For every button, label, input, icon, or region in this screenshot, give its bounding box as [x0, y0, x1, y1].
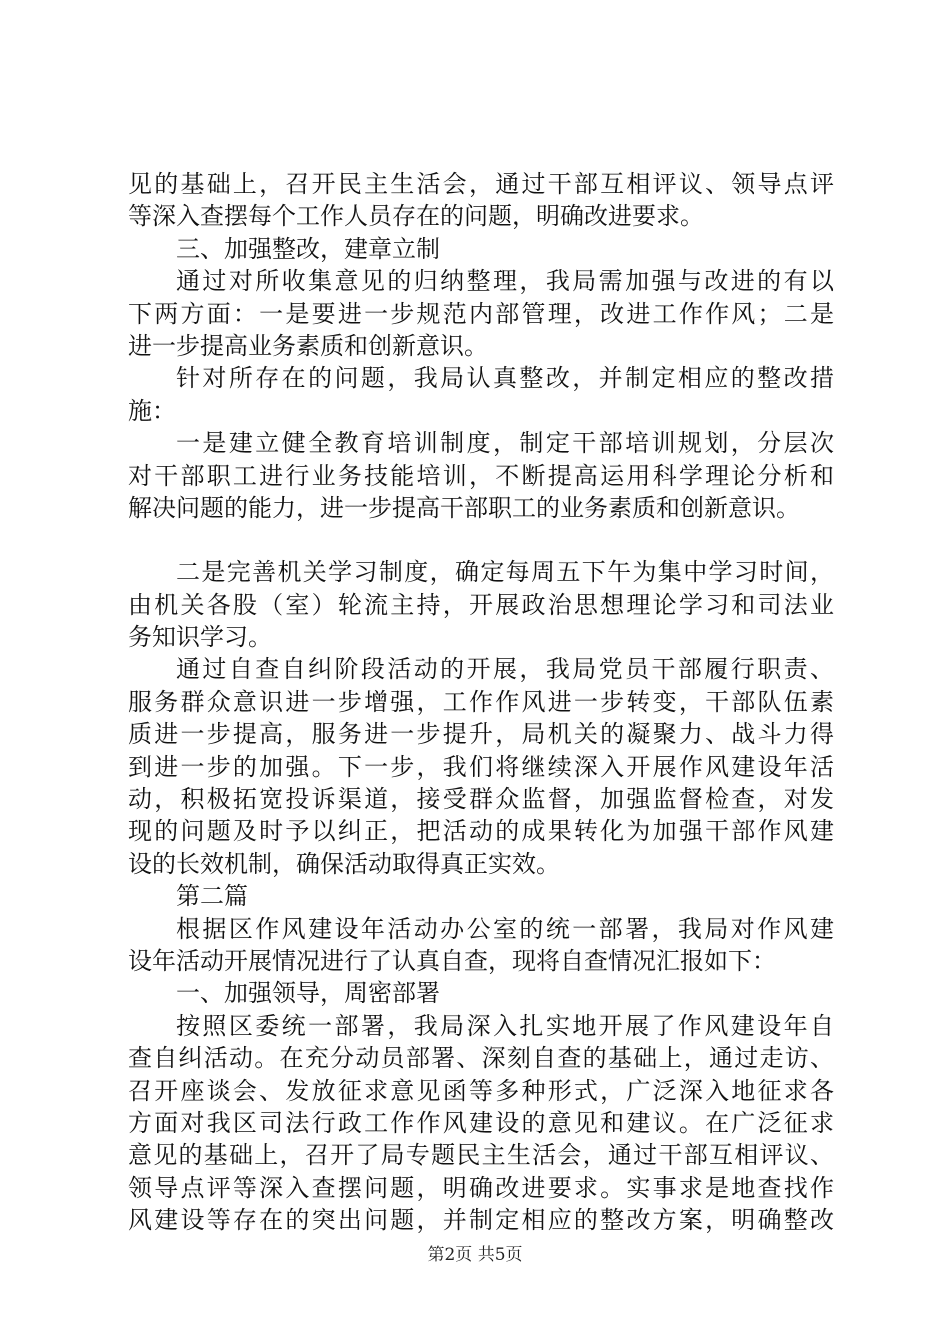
text-line: 下两方面：一是要进一步规范内部管理，改进工作作风；二是	[128, 299, 834, 328]
text-line: 见的基础上，召开民主生活会，通过干部互相评议、领导点评	[128, 170, 834, 198]
text-line: 领导点评等深入查摆问题，明确改进要求。实事求是地查找作	[128, 1173, 834, 1202]
text-line: 对干部职工进行业务技能培训，不断提高运用科学理论分析和	[128, 461, 834, 490]
text-line: 动，积极拓宽投诉渠道，接受群众监督，加强监督检查，对发	[128, 785, 834, 814]
text-line: 针对所存在的问题，我局认真整改，并制定相应的整改措	[176, 364, 834, 393]
section-heading: 一、加强领导，周密部署	[176, 979, 440, 1008]
text-line: 解决问题的能力，进一步提高干部职工的业务素质和创新意识。	[128, 493, 800, 522]
page-number-footer: 第2页 共5页	[427, 1245, 523, 1265]
text-line: 召开座谈会、发放征求意见函等多种形式，广泛深入地征求各	[128, 1076, 834, 1105]
text-line: 质进一步提高，服务进一步提升，局机关的凝聚力、战斗力得	[128, 720, 834, 749]
text-line: 根据区作风建设年活动办公室的统一部署，我局对作风建	[176, 914, 834, 943]
text-line: 通过自查自纠阶段活动的开展，我局党员干部履行职责、	[176, 655, 834, 684]
text-line: 设的长效机制，确保活动取得真正实效。	[128, 849, 560, 878]
text-line: 通过对所收集意见的归纳整理，我局需加强与改进的有以	[176, 267, 834, 296]
text-line: 现的问题及时予以纠正，把活动的成果转化为加强干部作风建	[128, 817, 834, 846]
text-line: 一是建立健全教育培训制度，制定干部培训规划，分层次	[176, 429, 834, 458]
text-line: 风建设等存在的突出问题，并制定相应的整改方案，明确整改	[128, 1206, 834, 1235]
text-line: 服务群众意识进一步增强，工作作风进一步转变，干部队伍素	[128, 687, 834, 716]
text-line: 施：	[128, 396, 176, 425]
text-line: 到进一步的加强。下一步，我们将继续深入开展作风建设年活	[128, 752, 834, 781]
text-line: 由机关各股（室）轮流主持，开展政治思想理论学习和司法业	[128, 590, 834, 619]
text-line: 二是完善机关学习制度，确定每周五下午为集中学习时间，	[176, 558, 834, 587]
text-line: 按照区委统一部署，我局深入扎实地开展了作风建设年自	[176, 1011, 834, 1040]
document-body	[128, 168, 834, 1237]
text-line: 进一步提高业务素质和创新意识。	[128, 331, 488, 360]
text-line: 查自纠活动。在充分动员部署、深刻自查的基础上，通过走访、	[128, 1044, 834, 1073]
text-line: 务知识学习。	[128, 623, 272, 652]
text-line: 设年活动开展情况进行了认真自查，现将自查情况汇报如下：	[128, 946, 776, 975]
text-line: 意见的基础上，召开了局专题民主生活会，通过干部互相评议、	[128, 1141, 834, 1170]
text-line: 方面对我区司法行政工作作风建设的意见和建议。在广泛征求	[128, 1108, 834, 1137]
section-heading: 第二篇	[176, 882, 248, 911]
section-heading: 三、加强整改，建章立制	[176, 234, 440, 263]
text-line: 等深入查摆每个工作人员存在的问题，明确改进要求。	[128, 202, 704, 231]
